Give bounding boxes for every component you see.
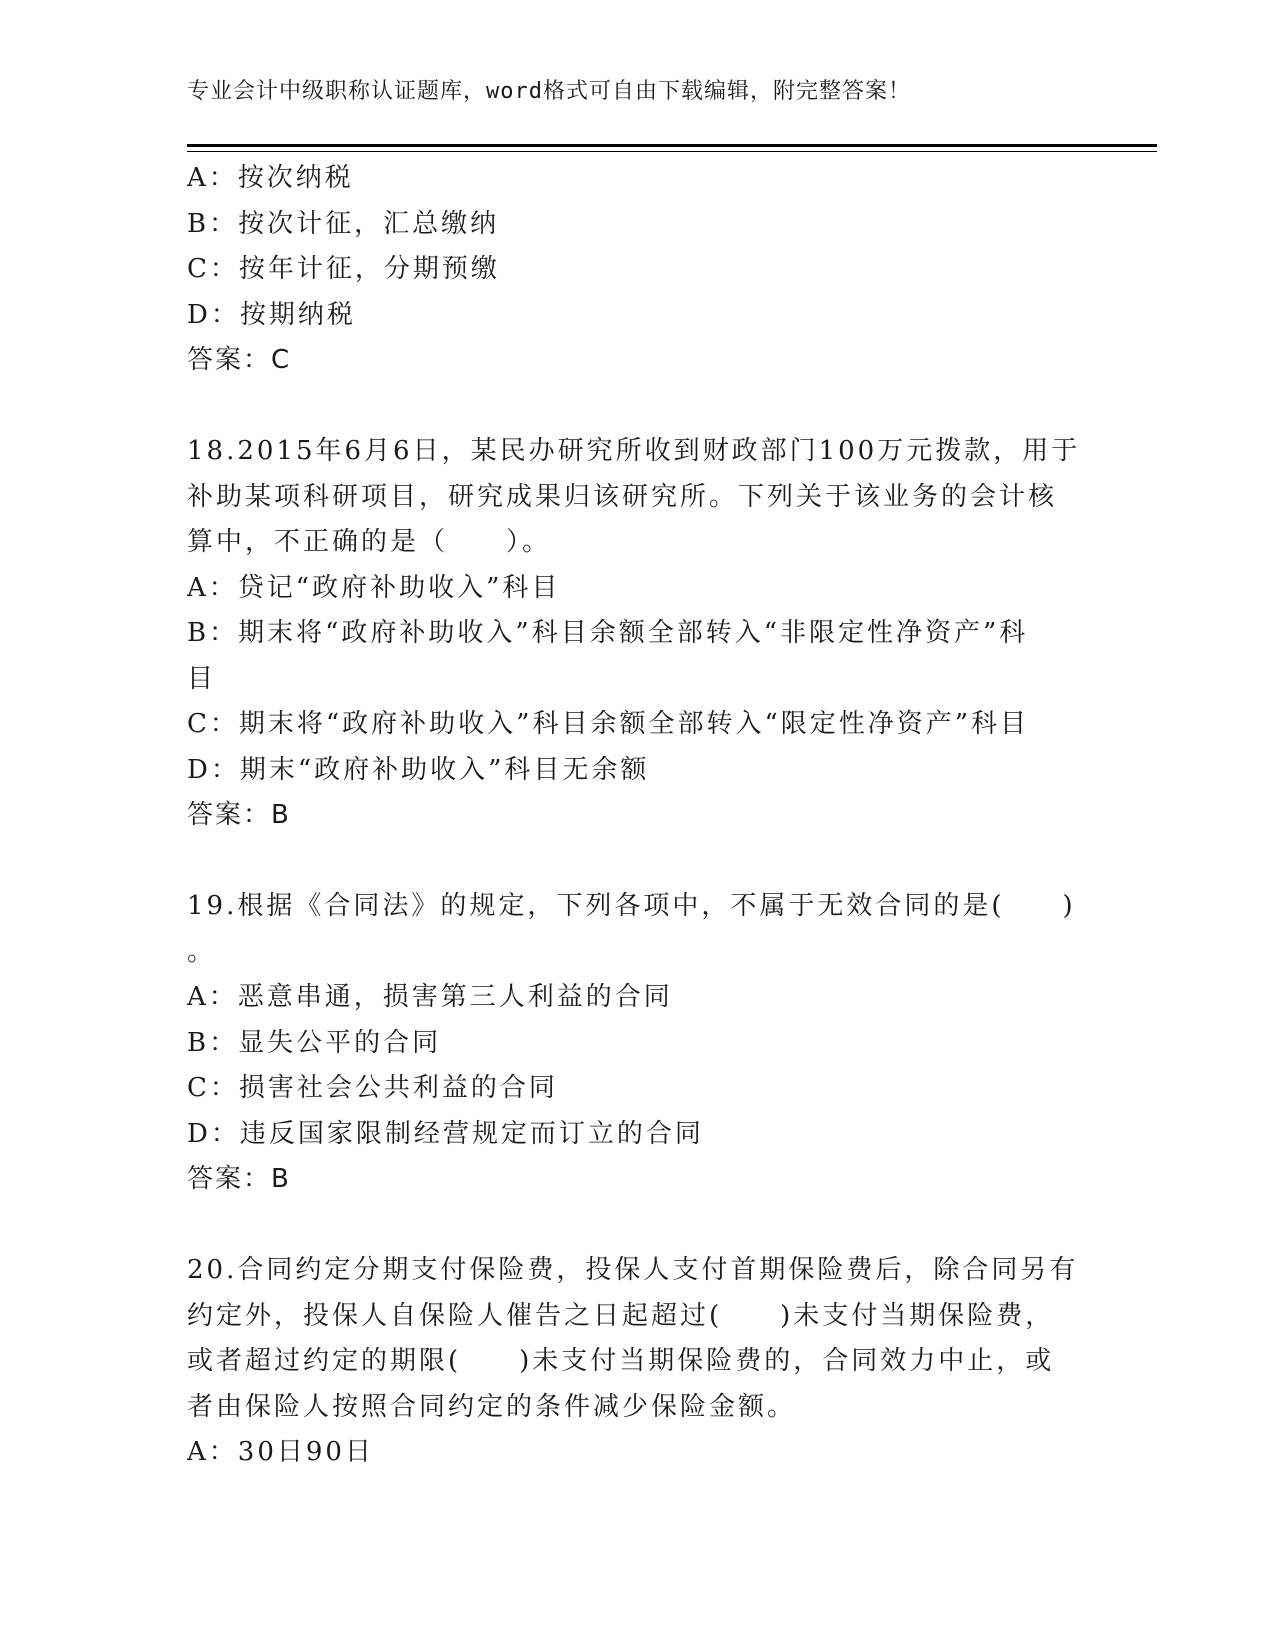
question-20 [187,1248,1087,1476]
option-a: A：恶意串通，损害第三人利益的合同 [187,982,673,1012]
option-c: C：损害社会公共利益的合同 [187,1073,558,1103]
question-19 [187,884,1087,1203]
header-rule-thin [187,151,1157,152]
option-b: B：显失公平的合同 [187,1027,442,1058]
question-text-line: 算中，不正确的是（ ）。 [187,527,552,557]
page-header: 专业会计中级职称认证题库，word格式可自由下载编辑，附完整答案！ [187,79,911,104]
header-rule-thick [187,144,1157,147]
option-a: A：30日90日 [187,1437,374,1467]
spacer [187,384,1087,430]
question-text-line: 18.2015年6月6日，某民办研究所收到财政部门100万元拨款，用于 [187,436,1081,466]
option-c: C：期末将“政府补助收入”科目余额全部转入“限定性净资产”科目 [187,709,1030,739]
question-17 [187,156,1087,384]
answer: 答案：B [187,800,291,830]
question-text-line: 者由保险人按照合同约定的条件减少保险金额。 [187,1391,797,1422]
spacer [187,839,1087,885]
option-c: C：按年计征，分期预缴 [187,254,500,284]
option-b: B：按次计征，汇总缴纳 [187,208,500,239]
option-a: A：按次纳税 [187,163,354,193]
question-list [187,156,1087,1476]
question-text-line: 约定外，投保人自保险人催告之日起超过( )未支付当期保险费， [187,1300,1055,1331]
question-text-line: 。 [187,936,217,967]
answer: 答案：C [187,345,292,375]
option-d: D：按期纳税 [187,299,356,330]
option-b: B：期末将“政府补助收入”科目余额全部转入“非限定性净资产”科 [187,618,1029,648]
question-text-line: 补助某项科研项目，研究成果归该研究所。下列关于该业务的会计核 [187,481,1058,512]
question-text-line: 20.合同约定分期支付保险费，投保人支付首期保险费后，除合同另有 [187,1255,1079,1285]
option-a: A：贷记“政府补助收入”科目 [187,572,561,603]
question-18 [187,429,1087,839]
option-b-continued: 目 [187,663,217,694]
question-text-line: 19.根据《合同法》的规定，下列各项中，不属于无效合同的是( ) [187,891,1076,921]
option-d: D：期末“政府补助收入”科目无余额 [187,754,650,785]
answer: 答案：B [187,1164,291,1194]
spacer [187,1203,1087,1249]
question-text-line: 或者超过约定的期限( )未支付当期保险费的，合同效力中止，或 [187,1346,1055,1376]
option-d: D：违反国家限制经营规定而订立的合同 [187,1118,704,1149]
